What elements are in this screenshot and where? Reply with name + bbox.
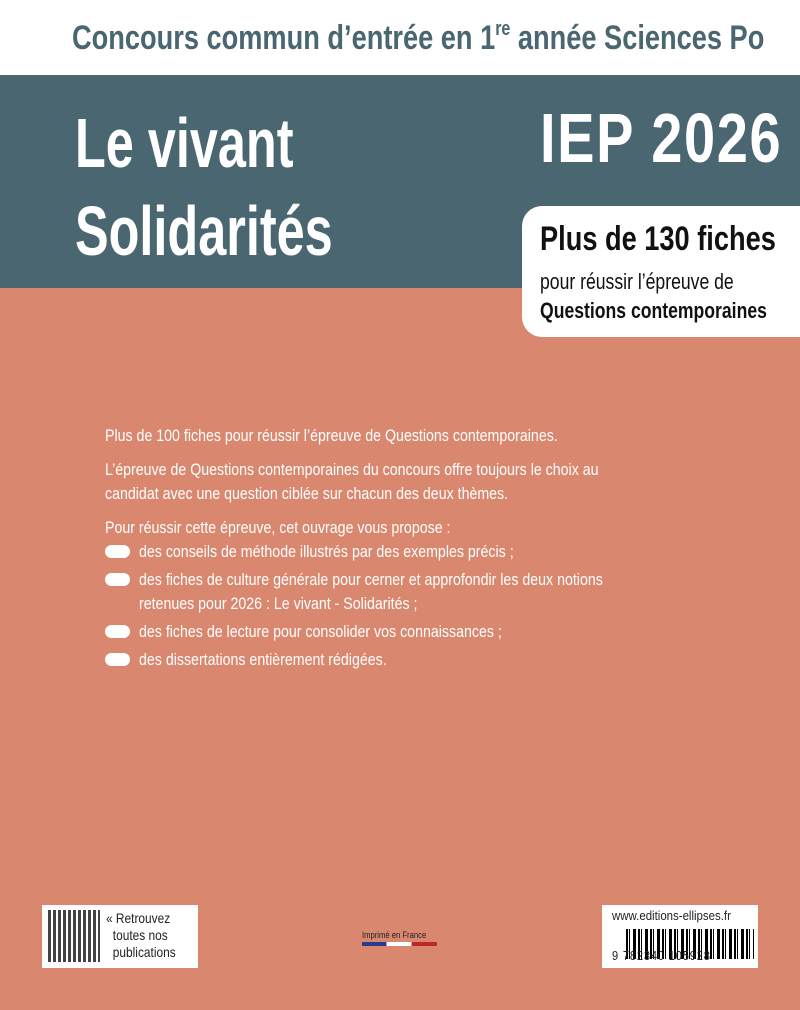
isbn: 9 782340 105928	[612, 948, 711, 963]
list-item	[105, 568, 785, 616]
book-title-line2: Solidarités	[75, 192, 333, 270]
list-item-text: des conseils de méthode illustrés par des exemples précis ;	[139, 543, 514, 561]
header-band	[0, 0, 800, 75]
list-item	[105, 540, 785, 564]
bullet-icon	[105, 545, 130, 558]
paragraph-line: L’épreuve de Questions contemporaines du concours offre toujours le choix au	[105, 461, 599, 479]
callout-headline: Plus de 130 fiches	[540, 220, 776, 258]
description	[105, 424, 785, 672]
qr-text: toutes nos	[112, 927, 168, 943]
callout-line2: pour réussir l’épreuve de	[540, 269, 734, 294]
qr-card[interactable]	[42, 905, 198, 968]
bullet-icon	[105, 653, 130, 666]
website-link[interactable]: www.editions-ellipses.fr	[612, 908, 731, 923]
list-item-text: retenues pour 2026 : Le vivant - Solidarités ;	[139, 595, 418, 613]
printed-label: Imprimé en France	[362, 930, 427, 940]
lead: Pour réussir cette épreuve, cet ouvrage vous propose :	[105, 519, 451, 537]
list-item-text: des fiches de lecture pour consolider vos connaissances ;	[139, 623, 502, 641]
qr-text: « Retrouvez	[106, 910, 171, 926]
list-item	[105, 620, 785, 644]
barcode-card	[602, 905, 758, 968]
qr-text: publications	[112, 944, 176, 960]
header-title	[72, 18, 764, 58]
book-title-line1: Le vivant	[75, 104, 294, 182]
series-label: IEP 2026	[540, 99, 783, 177]
list-item-text: des dissertations entièrement rédigées.	[139, 651, 387, 669]
bullet-icon	[105, 573, 130, 586]
callout-box	[522, 206, 800, 337]
callout-line3: Questions contemporaines	[540, 298, 767, 323]
french-flag-icon	[362, 942, 437, 946]
header-title-sup: re	[495, 18, 511, 40]
paragraph-line: candidat avec une question ciblée sur chacun des deux thèmes.	[105, 485, 509, 503]
intro: Plus de 100 fiches pour réussir l’épreuve de Questions contemporaines.	[105, 427, 558, 445]
list-item	[105, 648, 785, 672]
list-item-text: des fiches de culture générale pour cerner et approfondir les deux notions	[139, 571, 603, 589]
header-title-part: Concours commun d’entrée en 1	[72, 19, 496, 57]
header-title-part: année Sciences Po	[510, 19, 765, 57]
qr-code-icon[interactable]	[48, 910, 100, 962]
bullet-icon	[105, 625, 130, 638]
